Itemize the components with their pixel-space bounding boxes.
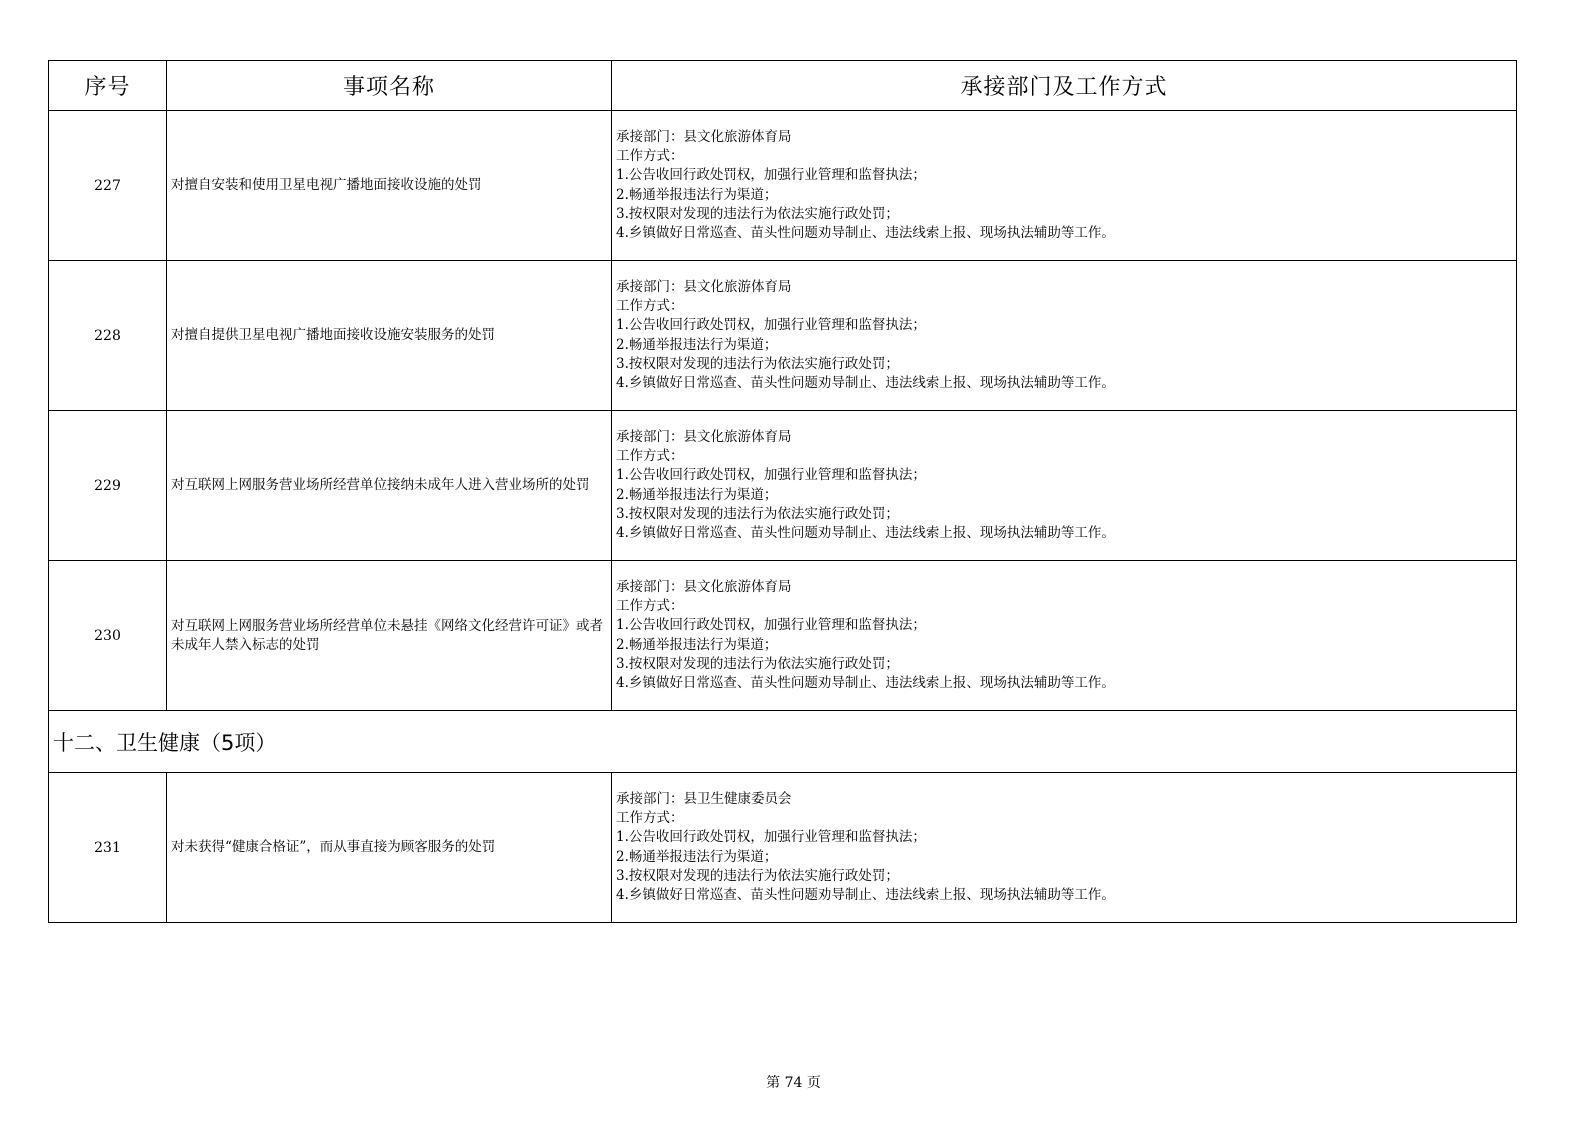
method-line: 2.畅通举报违法行为渠道； — [616, 186, 778, 203]
method-line: 工作方式： — [616, 809, 684, 826]
method-line: 2.畅通举报违法行为渠道； — [616, 336, 778, 353]
item-name: 对互联网上网服务营业场所经营单位未悬挂《网络文化经营许可证》或者未成年人禁入标志的处罚 — [167, 561, 612, 711]
method-line: 1.公告收回行政处罚权，加强行业管理和监督执法； — [616, 467, 926, 484]
header-method: 承接部门及工作方式 — [612, 61, 1517, 111]
item-name: 对未获得“健康合格证”，而从事直接为顾客服务的处罚 — [167, 773, 612, 923]
method-line: 3.按权限对发现的违法行为依法实施行政处罚； — [616, 205, 899, 222]
method-line: 承接部门：县文化旅游体育局 — [616, 578, 792, 595]
method-line: 工作方式： — [616, 447, 684, 464]
item-name: 对擅自安装和使用卫星电视广播地面接收设施的处罚 — [167, 111, 612, 261]
section-title: 十二、卫生健康（5项） — [49, 711, 1517, 773]
method-line: 承接部门：县文化旅游体育局 — [616, 128, 792, 145]
page-number: 第 74 页 — [766, 1075, 821, 1091]
table-header-row — [49, 61, 1517, 111]
method-line: 2.畅通举报违法行为渠道； — [616, 636, 778, 653]
table-row — [49, 411, 1517, 561]
section-row — [49, 711, 1517, 773]
method-cell — [612, 773, 1517, 923]
method-line: 工作方式： — [616, 297, 684, 314]
method-cell — [612, 411, 1517, 561]
method-line: 工作方式： — [616, 147, 684, 164]
row-number: 229 — [49, 411, 167, 561]
method-line: 承接部门：县文化旅游体育局 — [616, 278, 792, 295]
row-number: 231 — [49, 773, 167, 923]
method-line: 1.公告收回行政处罚权，加强行业管理和监督执法； — [616, 617, 926, 634]
method-line: 3.按权限对发现的违法行为依法实施行政处罚； — [616, 867, 899, 884]
method-line: 1.公告收回行政处罚权，加强行业管理和监督执法； — [616, 167, 926, 184]
header-no: 序号 — [49, 61, 167, 111]
method-cell — [612, 261, 1517, 411]
method-cell — [612, 111, 1517, 261]
method-line: 4.乡镇做好日常巡查、苗头性问题劝导制止、违法线索上报、现场执法辅助等工作。 — [616, 375, 1115, 392]
header-item: 事项名称 — [167, 61, 612, 111]
items-table — [48, 60, 1517, 923]
item-name: 对互联网上网服务营业场所经营单位接纳未成年人进入营业场所的处罚 — [167, 411, 612, 561]
row-number: 228 — [49, 261, 167, 411]
method-line: 1.公告收回行政处罚权，加强行业管理和监督执法； — [616, 829, 926, 846]
table-row — [49, 561, 1517, 711]
method-line: 4.乡镇做好日常巡查、苗头性问题劝导制止、违法线索上报、现场执法辅助等工作。 — [616, 675, 1115, 692]
method-line: 4.乡镇做好日常巡查、苗头性问题劝导制止、违法线索上报、现场执法辅助等工作。 — [616, 887, 1115, 904]
method-cell — [612, 561, 1517, 711]
table-row — [49, 261, 1517, 411]
method-line: 工作方式： — [616, 597, 684, 614]
method-line: 2.畅通举报违法行为渠道； — [616, 486, 778, 503]
method-line: 4.乡镇做好日常巡查、苗头性问题劝导制止、违法线索上报、现场执法辅助等工作。 — [616, 525, 1115, 542]
table-row — [49, 111, 1517, 261]
method-line: 承接部门：县卫生健康委员会 — [616, 790, 792, 807]
row-number: 227 — [49, 111, 167, 261]
table-row — [49, 773, 1517, 923]
method-line: 4.乡镇做好日常巡查、苗头性问题劝导制止、违法线索上报、现场执法辅助等工作。 — [616, 225, 1115, 242]
method-line: 3.按权限对发现的违法行为依法实施行政处罚； — [616, 655, 899, 672]
row-number: 230 — [49, 561, 167, 711]
method-line: 承接部门：县文化旅游体育局 — [616, 428, 792, 445]
method-line: 2.畅通举报违法行为渠道； — [616, 848, 778, 865]
method-line: 3.按权限对发现的违法行为依法实施行政处罚； — [616, 355, 899, 372]
item-name: 对擅自提供卫星电视广播地面接收设施安装服务的处罚 — [167, 261, 612, 411]
method-line: 1.公告收回行政处罚权，加强行业管理和监督执法； — [616, 317, 926, 334]
method-line: 3.按权限对发现的违法行为依法实施行政处罚； — [616, 505, 899, 522]
